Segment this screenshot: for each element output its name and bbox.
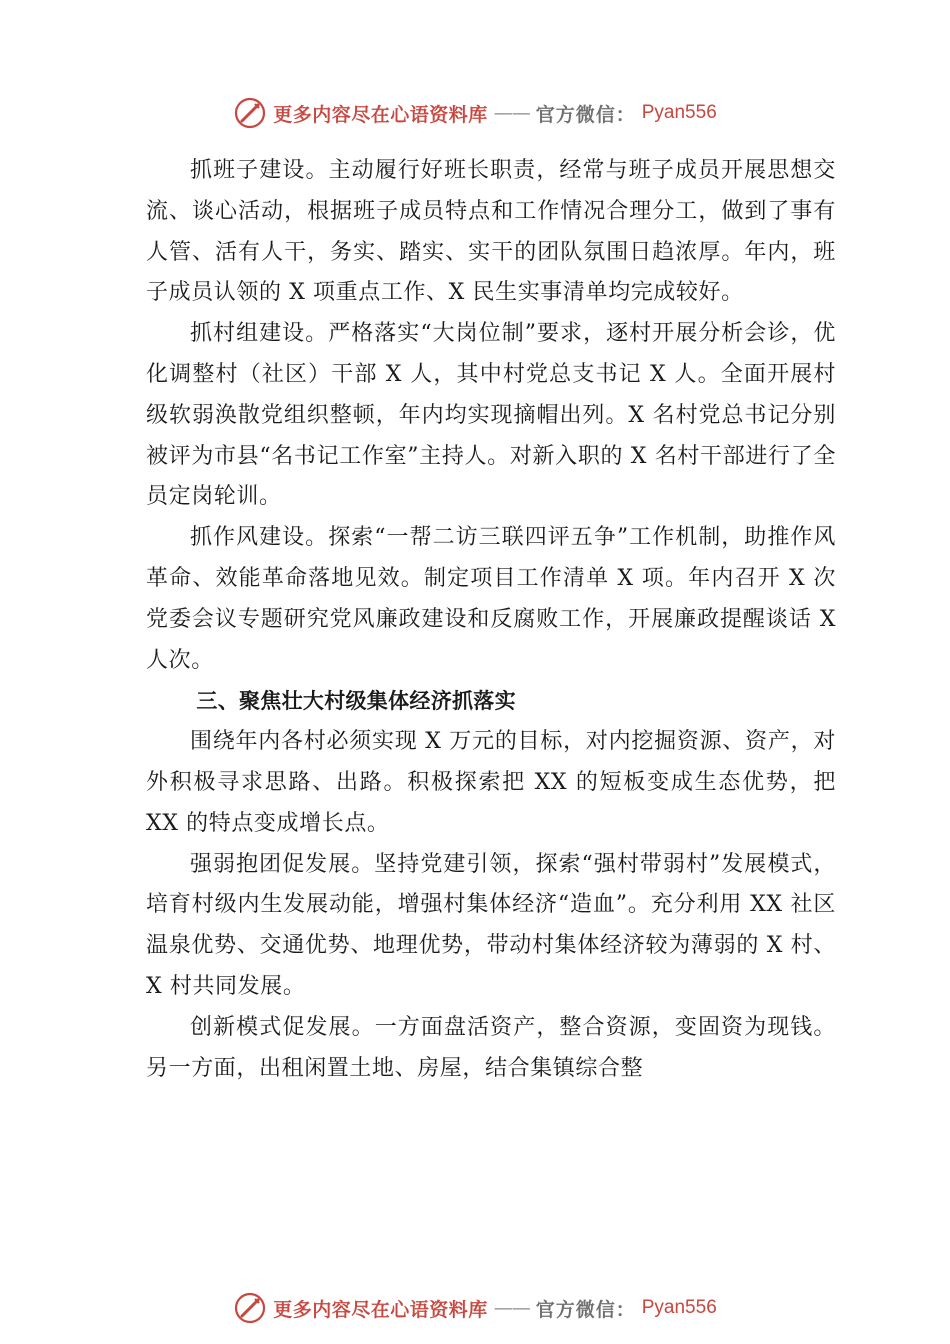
paragraph-strong-weak: 强弱抱团促发展。坚持党建引领，探索“强村带弱村”发展模式，培育村级内生发展动能，增强村集体经济“造血”。充分利用 XX 社区温泉优势、交通优势、地理优势，带动村集体经济较为薄弱的 X 村、X 村共同发展。 bbox=[146, 851, 836, 999]
watermark-official-label: 官方微信： bbox=[535, 103, 636, 126]
watermark-separator: —— bbox=[493, 1297, 530, 1319]
section-heading: 三、聚焦壮大村级集体经济抓落实 bbox=[196, 689, 516, 714]
watermark-site: 更多内容尽在心语资料库 bbox=[273, 1298, 488, 1321]
pen-logo-icon bbox=[233, 1291, 267, 1325]
paragraph-village-building: 抓村组建设。严格落实“大岗位制”要求，逐村开展分析会诊，优化调整村（社区）干部 X 人，其中村党总支书记 X 人。全面开展村级软弱涣散党组织整顿，年内均实现摘帽出列。X 名村党总书记分别被评为市县“名书记工作室”主持人。对新入职的 X 名村干部进行了全员定岗轮训。 bbox=[146, 321, 836, 510]
watermark-site: 更多内容尽在心语资料库 bbox=[273, 103, 488, 126]
paragraph-innovation: 创新模式促发展。一方面盘活资产，整合资源，变固资为现钱。另一方面，出租闲置土地、房屋，结合集镇综合整 bbox=[146, 1014, 836, 1081]
paragraph-economy-goal: 围绕年内各村必须实现 X 万元的目标，对内挖掘资源、资产，对外积极寻求思路、出路。积极探索把 XX 的短板变成生态优势，把 XX 的特点变成增长点。 bbox=[146, 729, 836, 836]
watermark-wechat-id: Pyan556 bbox=[641, 102, 717, 123]
watermark-official-label: 官方微信： bbox=[535, 1298, 636, 1321]
watermark-wechat-id: Pyan556 bbox=[641, 1297, 717, 1318]
document-body bbox=[146, 151, 836, 1089]
watermark-header bbox=[0, 96, 950, 130]
paragraph-style-building: 抓作风建设。探索“一帮二访三联四评五争”工作机制，助推作风革命、效能革命落地见效。制定项目工作清单 X 项。年内召开 X 次党委会议专题研究党风廉政建设和反腐败工作，开展廉政提醒谈话 X 人次。 bbox=[146, 525, 836, 673]
pen-logo-icon bbox=[233, 96, 267, 130]
watermark-footer bbox=[0, 1291, 950, 1325]
watermark-separator: —— bbox=[493, 102, 530, 124]
paragraph-team-building: 抓班子建设。主动履行好班长职责，经常与班子成员开展思想交流、谈心活动，根据班子成员特点和工作情况合理分工，做到了事有人管、活有人干，务实、踏实、实干的团队氛围日趋浓厚。年内，班子成员认领的 X 项重点工作、X 民生实事清单均完成较好。 bbox=[146, 158, 836, 306]
